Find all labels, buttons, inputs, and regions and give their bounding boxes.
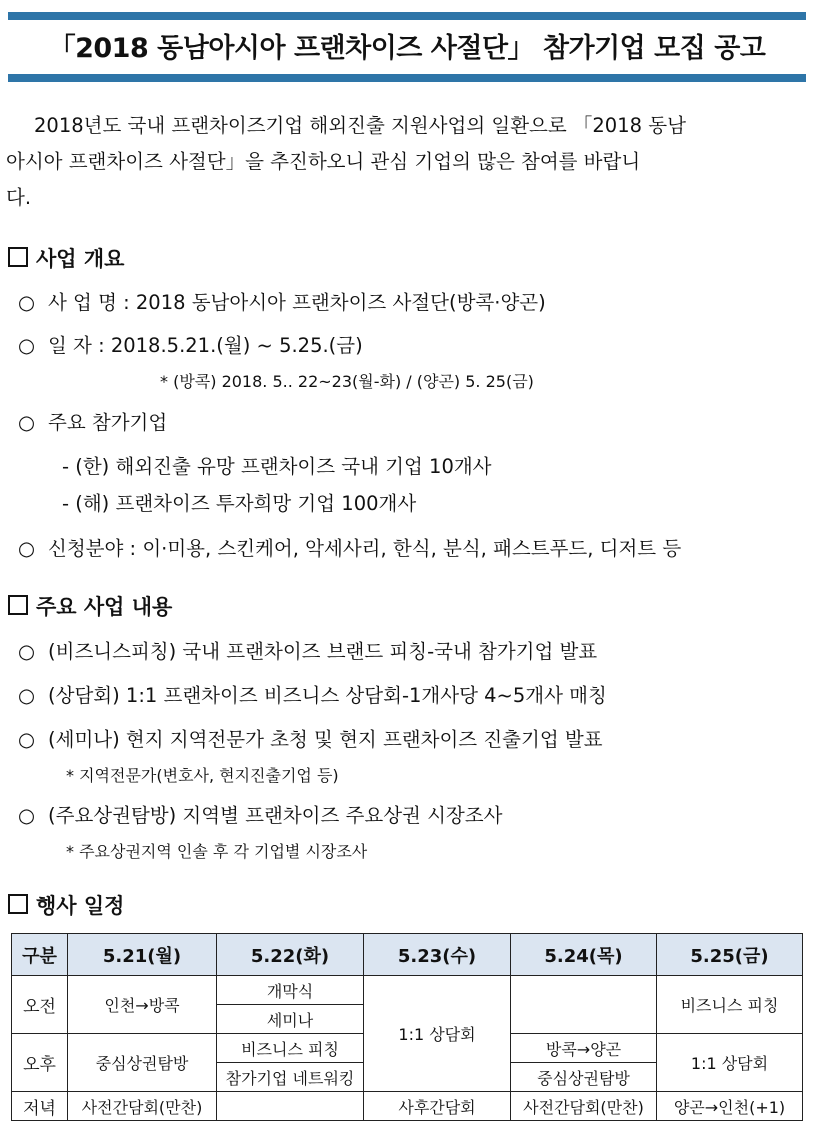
schedule-table xyxy=(11,933,803,1121)
overview-date xyxy=(18,330,363,358)
circle-bullet-icon: ○ xyxy=(18,684,36,707)
content-item xyxy=(18,800,502,828)
overview-name-text: 사 업 명 : 2018 동남아시아 프랜차이즈 사절단(방콕·양곤) xyxy=(48,291,546,314)
cell-0523-eve: 사후간담회 xyxy=(364,1092,511,1121)
content-item-text: (상담회) 1:1 프랜차이즈 비즈니스 상담회-1개사당 4~5개사 매칭 xyxy=(48,684,607,707)
overview-participants-text: 주요 참가기업 xyxy=(48,411,168,434)
content-item-note: * 지역전문가(변호사, 현지진출기업 등) xyxy=(66,766,339,785)
square-bullet-icon xyxy=(8,247,28,267)
intro-paragraph xyxy=(6,108,807,216)
participants-item: - (한) 해외진출 유망 프랜차이즈 국내 기업 10개사 xyxy=(62,455,492,478)
cell-0521-pm: 중심상권탐방 xyxy=(68,1034,217,1092)
circle-bullet-icon: ○ xyxy=(18,728,36,751)
title-bottom-bar xyxy=(8,74,806,82)
content-item-text: (주요상권탐방) 지역별 프랜차이즈 주요상권 시장조사 xyxy=(48,804,503,827)
cell-0524-pm-1: 방콕→양곤 xyxy=(511,1034,657,1063)
circle-bullet-icon: ○ xyxy=(18,334,36,357)
section-heading-content xyxy=(8,591,172,621)
row-label-am: 오전 xyxy=(12,976,68,1034)
content-item-text: (세미나) 현지 지역전문가 초청 및 현지 프랜차이즈 진출기업 발표 xyxy=(48,728,603,751)
section-heading-overview xyxy=(8,243,124,273)
intro-line: 2018년도 국내 프랜차이즈기업 해외진출 지원사업의 일환으로 「2018 동남 xyxy=(34,114,686,137)
row-label-eve: 저녁 xyxy=(12,1092,68,1121)
cell-0524-pm-2: 중심상권탐방 xyxy=(511,1063,657,1092)
cell-0525-eve: 양곤→인천(+1) xyxy=(657,1092,803,1121)
overview-name xyxy=(18,287,546,315)
table-header-row xyxy=(12,934,803,976)
cell-0522-am-2: 세미나 xyxy=(217,1005,364,1034)
intro-line: 다. xyxy=(6,186,32,209)
overview-date-note: * (방콕) 2018. 5.. 22~23(월-화) / (양곤) 5. 25(금) xyxy=(160,372,534,391)
cell-0521-am: 인천→방콕 xyxy=(68,976,217,1034)
cell-0525-am: 비즈니스 피칭 xyxy=(657,976,803,1034)
table-row xyxy=(12,976,803,1005)
content-item xyxy=(18,680,607,708)
cell-0522-am-1: 개막식 xyxy=(217,976,364,1005)
table-row xyxy=(12,1092,803,1121)
header-cell: 구분 xyxy=(12,934,68,976)
cell-0523-day: 1:1 상담회 xyxy=(364,976,511,1092)
section-heading-text: 사업 개요 xyxy=(36,247,125,271)
cell-0521-eve: 사전간담회(만찬) xyxy=(68,1092,217,1121)
circle-bullet-icon: ○ xyxy=(18,804,36,827)
page-title: 「2018 동남아시아 프랜차이즈 사절단」 참가기업 모집 공고 xyxy=(48,33,766,64)
header-cell: 5.25(금) xyxy=(657,934,803,976)
content-item xyxy=(18,724,603,752)
header-cell: 5.23(수) xyxy=(364,934,511,976)
square-bullet-icon xyxy=(8,595,28,615)
row-label-pm: 오후 xyxy=(12,1034,68,1092)
section-heading-schedule xyxy=(8,890,124,920)
cell-0522-eve xyxy=(217,1092,364,1121)
participants-item: - (해) 프랜차이즈 투자희망 기업 100개사 xyxy=(62,492,417,515)
circle-bullet-icon: ○ xyxy=(18,411,36,434)
circle-bullet-icon: ○ xyxy=(18,640,36,663)
intro-line: 아시아 프랜차이즈 사절단」을 추진하오니 관심 기업의 많은 참여를 바랍니 xyxy=(6,150,641,173)
section-heading-text: 행사 일정 xyxy=(36,894,125,918)
header-cell: 5.21(월) xyxy=(68,934,217,976)
cell-0525-pm: 1:1 상담회 xyxy=(657,1034,803,1092)
header-cell: 5.22(화) xyxy=(217,934,364,976)
circle-bullet-icon: ○ xyxy=(18,291,36,314)
cell-0522-pm-2: 참가기업 네트워킹 xyxy=(217,1063,364,1092)
cell-0524-eve: 사전간담회(만찬) xyxy=(511,1092,657,1121)
header-cell: 5.24(목) xyxy=(511,934,657,976)
content-item-text: (비즈니스피칭) 국내 프랜차이즈 브랜드 피칭-국내 참가기업 발표 xyxy=(48,640,598,663)
cell-0522-pm-1: 비즈니스 피칭 xyxy=(217,1034,364,1063)
overview-fields xyxy=(18,533,681,561)
cell-0524-am xyxy=(511,976,657,1034)
overview-date-text: 일 자 : 2018.5.21.(월) ~ 5.25.(금) xyxy=(48,334,363,357)
content-item-note: * 주요상권지역 인솔 후 각 기업별 시장조사 xyxy=(66,842,368,861)
title-top-bar xyxy=(8,12,806,20)
circle-bullet-icon: ○ xyxy=(18,537,36,560)
square-bullet-icon xyxy=(8,894,28,914)
content-item xyxy=(18,636,597,664)
section-heading-text: 주요 사업 내용 xyxy=(36,595,173,619)
overview-participants xyxy=(18,407,167,435)
overview-fields-text: 신청분야 : 이·미용, 스킨케어, 악세사리, 한식, 분식, 패스트푸드, 디저트 등 xyxy=(48,537,682,560)
